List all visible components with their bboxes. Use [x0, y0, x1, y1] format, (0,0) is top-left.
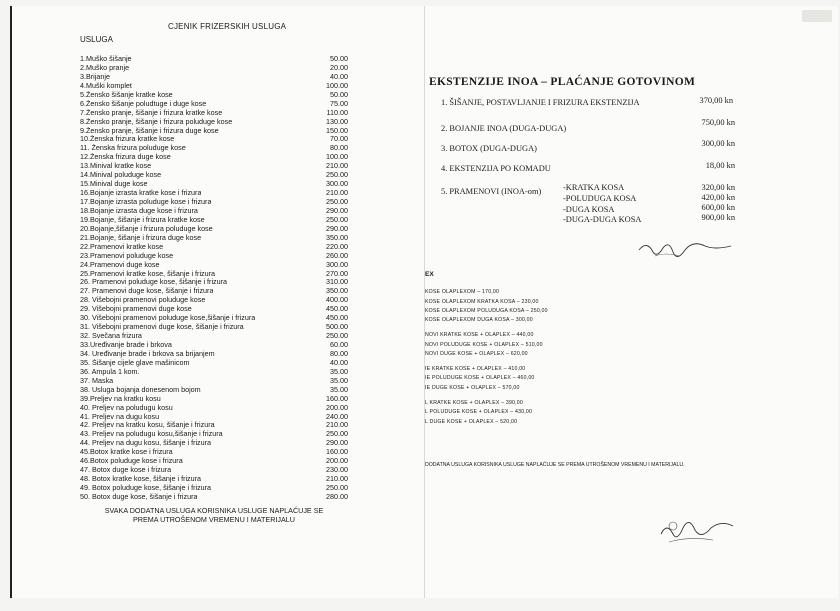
service-price: 450.00	[326, 304, 348, 314]
service-name: 39.Preljev na kratku kosu	[80, 394, 161, 403]
service-name: 8.Žensko pranje, šišanje i frizura poluduge kose	[80, 117, 233, 126]
service-name: 9.Žensko pranje, šišanje i frizura duge kose	[80, 126, 219, 135]
service-name: 6.Žensko šišanje poludtuge i duge kose	[80, 99, 207, 108]
service-name: 47. Botox duge kose i frizura	[80, 466, 172, 475]
price-row	[80, 64, 370, 73]
price-row	[80, 82, 370, 91]
olaplex-line: NOVI POLUDUGE KOSE + OLAPLEX – 510,00	[425, 342, 543, 348]
price-row	[80, 332, 370, 341]
olaplex-line: KOSE OLAPLEXOM – 170,00	[425, 289, 500, 295]
service-name: 42. Preljev na kratku kosu, šišanje i frizura	[80, 421, 215, 430]
service-price: 250.00	[326, 331, 348, 341]
price-list-left	[80, 22, 370, 524]
service-name: 19.Bojanje, šišanje i frizura kratke kose	[80, 215, 205, 224]
service-name: 36. Ampula 1 kom.	[80, 367, 140, 376]
service-name: 31. Višebojni pramenovi duge kose, šišanje i frizura	[80, 323, 244, 332]
service-name: 17.Bojanje izrasta poluduge kose i frizura	[80, 198, 212, 206]
service-name: 32. Svečana frizura	[80, 332, 142, 341]
olaplex-line: IE DUGE KOSE + OLAPLEX – 570,00	[425, 385, 520, 391]
olaplex-line: L KRATKE KOSE + OLAPLEX – 390,00	[425, 400, 523, 406]
service-price: 300.00	[326, 179, 348, 189]
service-name: 50. Botox duge kose, šišanje i frizura	[80, 492, 198, 501]
signature-bottom	[653, 512, 743, 552]
service-price: 290.00	[326, 438, 348, 448]
service-name: 49. Botox poluduge kose, šišanje i frizura	[80, 484, 212, 492]
service-price: 240.00	[326, 411, 348, 421]
ext-item-5: 5. PRAMENOVI (INOA-om)	[441, 187, 542, 196]
service-name: 41. Preljev na dugu kosu	[80, 412, 160, 421]
service-price: 450.00	[326, 313, 348, 323]
service-name: 37. Maska	[80, 376, 114, 385]
service-price: 350.00	[326, 286, 348, 296]
service-price: 200.00	[326, 456, 348, 466]
service-price: 350.00	[326, 232, 348, 242]
pramenovi-duga-duga-price: 900,00 kn	[701, 213, 735, 222]
service-price: 100.00	[326, 80, 348, 90]
service-price: 210.00	[326, 420, 348, 430]
service-price: 200.00	[326, 402, 348, 412]
service-price: 220.00	[326, 241, 348, 251]
service-name: 23.Pramenovi poluduge kose	[80, 251, 174, 260]
service-name: 22.Pramenovi kratke kose	[80, 242, 164, 251]
service-name: 27. Pramenovi duge kose, šišanje i frizura	[80, 287, 214, 296]
service-name: 15.Minival duge kose	[80, 180, 148, 189]
service-name: 30. Višebojni pramenovi poluduge kose,šišanje i frizura	[80, 314, 256, 323]
service-name: 16.Bojanje izrasta kratke kose i frizura	[80, 189, 202, 198]
service-name: 33.Uređivanje brade i brkova	[80, 341, 172, 349]
service-price: 35.00	[330, 375, 348, 385]
service-name: 48. Botox kratke kose, šišanje i frizura	[80, 475, 202, 484]
service-name: 4.Muški komplet	[80, 81, 132, 90]
price-row	[80, 493, 370, 502]
service-name: 13.Minival kratke kose	[80, 162, 152, 171]
service-price: 210.00	[326, 474, 348, 484]
service-name: 28. Višebojni pramenovi poluduge kose	[80, 296, 206, 305]
service-price: 400.00	[326, 295, 348, 305]
service-name: 46.Botox poluduge kose i frizura	[80, 457, 183, 466]
price-list-title: CJENIK FRIZERSKIH USLUGA	[168, 22, 287, 31]
price-list-note: SVAKA DODATNA USLUGA KORISNIKA USLUGE NAPLAĆUJE SE PREMA UTROŠENOM VREMENU I MATERIJALU	[104, 505, 324, 524]
olaplex-heading: EX	[425, 271, 434, 278]
service-price: 210.00	[326, 161, 348, 171]
service-price: 40.00	[330, 71, 348, 81]
service-price: 160.00	[326, 393, 348, 403]
service-price: 310.00	[326, 277, 348, 287]
price-list-rows	[80, 55, 370, 502]
service-price: 100.00	[326, 152, 348, 162]
ext-item-4: 4. EKSTENZIJA PO KOMADU	[441, 164, 551, 173]
service-price: 250.00	[326, 214, 348, 224]
service-name: 26. Pramenovi poluduge kose, šišanje i frizura	[80, 278, 228, 287]
service-name: 43. Preljev na poludugu kosu,šišanje i frizura	[80, 430, 223, 439]
olaplex-line: L DUGE KOSE + OLAPLEX – 520,00	[425, 419, 518, 425]
ext-price-1: 370,00 kn	[699, 96, 733, 105]
price-row	[80, 135, 370, 144]
service-price: 250.00	[326, 197, 348, 206]
service-price: 60.00	[330, 340, 348, 349]
service-name: 20.Bojanje,šišanje i frizura poluduge kose	[80, 224, 213, 233]
service-price: 110.00	[326, 107, 348, 117]
ext-item-3: 3. BOTOX (DUGA-DUGA)	[441, 144, 537, 153]
service-price: 270.00	[326, 268, 348, 278]
service-price: 20.00	[330, 62, 348, 72]
extensions-page	[425, 0, 835, 600]
service-name: 40. Preljev na poludugu kosu	[80, 403, 173, 412]
service-name: 44. Preljev na dugu kosu, šišanje i frizura	[80, 439, 212, 448]
service-price: 150.00	[326, 125, 348, 135]
olaplex-note: DODATNA USLUGA KORISNIKA USLUGE NAPLAĆUJE SE PREMA UTROŠENOM VREMENU I MATERIJALU.	[425, 462, 685, 468]
service-price: 290.00	[326, 223, 348, 233]
service-price: 250.00	[326, 483, 348, 492]
price-row	[80, 127, 370, 136]
service-name: 21.Bojanje, šišanje i frizura duge kose	[80, 233, 202, 242]
service-price: 50.00	[330, 54, 348, 63]
pramenovi-duga: -DUGA KOSA	[563, 205, 615, 214]
price-row	[80, 341, 370, 350]
olaplex-line: L POLUDUGE KOSE + OLAPLEX – 430,00	[425, 409, 533, 415]
pramenovi-duga-duga: -DUGA-DUGA KOSA	[563, 215, 642, 224]
service-name: 18.Bojanje izrasta duge kose i frizura	[80, 206, 198, 215]
price-row	[80, 377, 370, 386]
service-price: 280.00	[326, 491, 348, 501]
service-name: 3.Brijanje	[80, 72, 110, 81]
service-price: 75.00	[330, 98, 348, 108]
service-price: 160.00	[326, 447, 348, 457]
service-name: 14.Minival poluduge kose	[80, 171, 162, 180]
service-price: 300.00	[326, 259, 348, 269]
price-row	[80, 91, 370, 100]
service-price: 80.00	[330, 143, 348, 153]
service-name: 10.Ženska frizura kratke kose	[80, 135, 175, 144]
service-price: 230.00	[326, 465, 348, 475]
service-name: 1.Muško šišanje	[80, 55, 132, 63]
service-price: 50.00	[330, 89, 348, 99]
price-row	[80, 368, 370, 377]
olaplex-line: KOSE OLAPLEXOM KRATKA KOSA – 230,00	[425, 299, 539, 305]
ext-item-2: 2. BOJANJE INOA (DUGA-DUGA)	[441, 124, 567, 133]
service-price: 40.00	[330, 357, 348, 367]
service-price: 35.00	[330, 366, 348, 376]
service-name: 45.Botox kratke kose i frizura	[80, 448, 173, 457]
price-row	[80, 350, 370, 359]
service-price: 70.00	[330, 134, 348, 144]
ext-price-3: 300,00 kn	[701, 139, 735, 148]
service-price: 260.00	[326, 250, 348, 260]
service-price: 290.00	[326, 205, 348, 215]
olaplex-line: NOVI DUGE KOSE + OLAPLEX – 620,00	[425, 351, 528, 357]
service-price: 250.00	[326, 170, 348, 180]
service-name: 35. Šišanje cijele glave mašinicom	[80, 358, 190, 367]
service-price: 250.00	[326, 429, 348, 439]
service-name: 25.Pramenovi kratke kose, šišanje i frizura	[80, 269, 216, 278]
pramenovi-poluduga: -POLUDUGA KOSA	[563, 194, 637, 203]
service-name: 11. Ženska frizura poluduge kose	[80, 144, 186, 153]
column-header-usluga: USLUGA	[80, 35, 113, 44]
olaplex-line: IE KRATKE KOSE + OLAPLEX – 410,00	[425, 366, 526, 372]
service-price: 130.00	[326, 116, 348, 126]
olaplex-line: IE POLUDUGE KOSE + OLAPLEX – 460,00	[425, 375, 535, 381]
service-name: 5.Žensko šišanje kratke kose	[80, 90, 173, 99]
service-name: 38. Usluga bojanja donesenom bojom	[80, 385, 201, 394]
olaplex-line: KOSE OLAPLEXOM DUGA KOSA – 300,00	[425, 317, 533, 323]
service-name: 7.Žensko pranje, šišanje i frizura kratke kose	[80, 108, 223, 117]
price-row	[80, 55, 370, 64]
ext-price-2: 750,00 kn	[701, 118, 735, 127]
service-name: 2.Muško pranje	[80, 63, 130, 72]
service-price: 35.00	[330, 384, 348, 394]
signature-top	[635, 234, 735, 264]
scan-artifact	[802, 10, 832, 22]
pramenovi-kratka: -KRATKA KOSA	[563, 183, 625, 192]
service-name: 24.Pramenovi duge kose	[80, 260, 160, 269]
extensions-title: EKSTENZIJE INOA – PLAĆANJE GOTOVINOM	[429, 76, 696, 88]
service-name: 34. Uređivanje brade i brkova sa brijanjem	[80, 349, 215, 358]
olaplex-line: KOSE OLAPLEXOM POLUDUGA KOSA – 250,00	[425, 308, 548, 314]
olaplex-line: NOVI KRATKE KOSE + OLAPLEX – 440,00	[425, 332, 534, 338]
service-price: 210.00	[326, 188, 348, 198]
service-name: 29. Višebojni pramenovi duge kose	[80, 305, 192, 314]
service-price: 500.00	[326, 322, 348, 332]
service-name: 12.Ženska frizura duge kose	[80, 153, 171, 162]
service-price: 80.00	[330, 348, 348, 358]
pramenovi-poluduga-price: 420,00 kn	[701, 193, 735, 202]
ext-item-1: 1. ŠIŠANJE, POSTAVLJANJE I FRIZURA EKSTENZIJA	[441, 98, 640, 107]
pramenovi-kratka-price: 320,00 kn	[701, 183, 735, 192]
ext-price-4: 18,00 kn	[705, 161, 735, 170]
pramenovi-duga-price: 600,00 kn	[701, 203, 735, 212]
price-row	[80, 359, 370, 368]
